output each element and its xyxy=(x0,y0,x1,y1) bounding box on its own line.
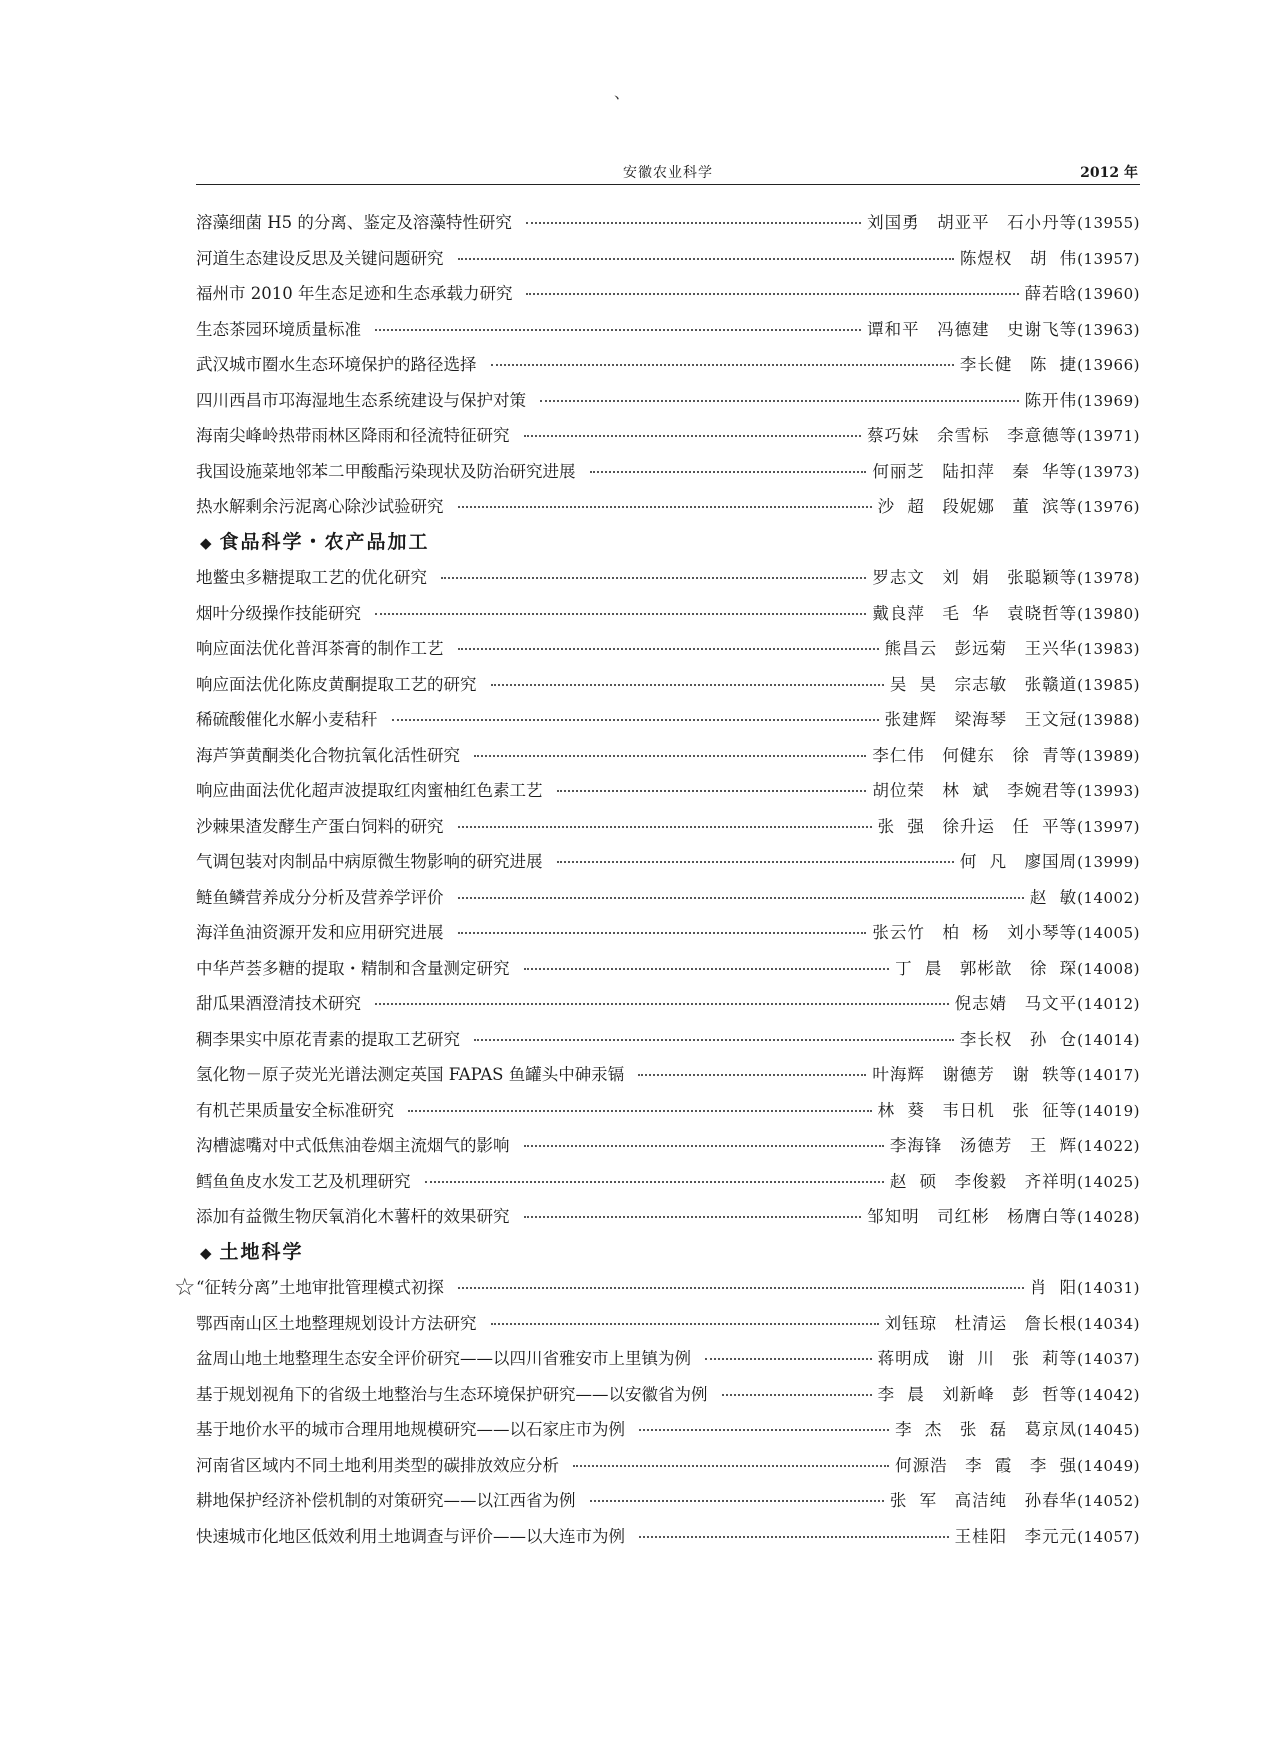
article-title: 沟槽滤嘴对中式低焦油卷烟主流烟气的影响 xyxy=(196,1136,510,1155)
dot-leader xyxy=(491,1322,879,1325)
article-page: (13978) xyxy=(1077,569,1140,587)
section-title xyxy=(196,1235,1140,1271)
dot-leader xyxy=(441,576,866,579)
toc-entry xyxy=(196,809,1140,845)
article-authors: 林 葵 韦日机 张 征等 xyxy=(877,1100,1078,1120)
article-authors: 谭和平 冯德建 史谢飞等 xyxy=(867,319,1078,339)
dot-leader xyxy=(474,754,866,757)
article-title: 氢化物－原子荧光光谱法测定英国 FAPAS 鱼罐头中砷汞镉 xyxy=(196,1065,625,1084)
dot-leader xyxy=(526,221,861,224)
toc-entry xyxy=(196,418,1140,454)
article-page: (13985) xyxy=(1077,675,1140,694)
dot-leader xyxy=(722,1393,872,1396)
article-authors: 倪志婧 马文平 xyxy=(954,994,1078,1013)
article-title: 武汉城市圈水生态环境保护的路径选择 xyxy=(196,355,477,374)
article-authors: 张建辉 梁海琴 王文冠 xyxy=(884,710,1078,729)
article-title: 热水解剩余污泥离心除沙试验研究 xyxy=(196,497,444,516)
dot-leader xyxy=(458,647,879,650)
toc-entry xyxy=(196,347,1140,383)
article-page: (13997) xyxy=(1077,817,1140,836)
article-page: (13966) xyxy=(1077,356,1140,374)
article-title: 响应面法优化普洱茶膏的制作工艺 xyxy=(196,639,444,658)
article-page: (13955) xyxy=(1077,214,1140,232)
dot-leader xyxy=(392,718,879,721)
article-title: 我国设施菜地邻苯二甲酸酯污染现状及防治研究进展 xyxy=(196,461,576,481)
toc-entry xyxy=(196,1306,1140,1342)
article-title: 快速城市化地区低效利用土地调查与评价——以大连市为例 xyxy=(196,1526,625,1546)
article-page: (13980) xyxy=(1077,604,1140,623)
dot-leader xyxy=(491,363,954,366)
dot-leader xyxy=(375,328,861,331)
toc-entry xyxy=(196,986,1140,1022)
dot-leader xyxy=(458,825,872,828)
article-title: 气调包装对肉制品中病原微生物影响的研究进展 xyxy=(196,852,543,871)
diamond-bullet-icon: ◆ xyxy=(200,1243,214,1262)
article-title: 盆周山地土地整理生态安全评价研究——以四川省雅安市上里镇为例 xyxy=(196,1349,691,1368)
toc-entry xyxy=(196,844,1140,880)
article-title: 海芦笋黄酮类化合物抗氧化活性研究 xyxy=(196,745,460,765)
toc-entry xyxy=(196,276,1140,312)
article-page: (14002) xyxy=(1077,888,1140,907)
article-authors: 李海锋 汤德芳 王 辉 xyxy=(889,1136,1078,1155)
article-title: 响应曲面法优化超声波提取红肉蜜柚红色素工艺 xyxy=(196,781,543,800)
article-title: 四川西昌市邛海湿地生态系统建设与保护对策 xyxy=(196,390,526,410)
article-page: (13973) xyxy=(1077,462,1140,481)
toc-entry xyxy=(196,560,1140,596)
article-page: (13971) xyxy=(1077,427,1140,445)
toc-entry xyxy=(196,773,1140,809)
article-authors: 胡位荣 林 斌 李婉君等 xyxy=(872,781,1078,800)
article-authors: 吴 昊 宗志敏 张赣道 xyxy=(889,674,1078,694)
dot-leader xyxy=(557,789,867,792)
journal-year: 2012 年 xyxy=(1080,165,1138,181)
article-authors: 何 凡 廖国周 xyxy=(959,852,1078,871)
dot-leader xyxy=(375,1002,949,1005)
article-authors: 丁 晨 郭彬歆 徐 琛 xyxy=(895,958,1078,978)
article-title: 有机芒果质量安全标准研究 xyxy=(196,1100,394,1120)
article-page: (13960) xyxy=(1077,285,1140,303)
article-page: (14045) xyxy=(1077,1421,1140,1439)
toc-entry xyxy=(196,1483,1140,1519)
section-title-label: 食品科学・农产品加工 xyxy=(219,530,430,553)
article-title: 鄂西南山区土地整理规划设计方法研究 xyxy=(196,1313,477,1333)
article-title: 稠李果实中原花青素的提取工艺研究 xyxy=(196,1029,460,1049)
toc-entry xyxy=(196,738,1140,774)
dot-leader xyxy=(557,860,954,863)
dot-leader xyxy=(639,1428,889,1431)
article-page: (14025) xyxy=(1077,1172,1140,1191)
article-page: (14028) xyxy=(1077,1208,1140,1226)
article-page: (13983) xyxy=(1077,640,1140,658)
toc-entry xyxy=(196,1199,1140,1235)
article-authors: 张 军 高洁纯 孙春华 xyxy=(889,1491,1078,1510)
article-authors: 赵 硕 李俊毅 齐祥明 xyxy=(889,1171,1078,1191)
article-authors: 沙 超 段妮娜 董 滨等 xyxy=(877,497,1078,516)
toc-entry xyxy=(196,205,1140,241)
toc-entry xyxy=(196,312,1140,348)
toc-entry xyxy=(196,1057,1140,1093)
section-title-label: 土地科学 xyxy=(219,1240,304,1263)
article-page: (14034) xyxy=(1077,1314,1140,1333)
article-title: 鲢鱼鳞营养成分分析及营养学评价 xyxy=(196,887,444,907)
article-title: “征转分离”土地审批管理模式初探 xyxy=(196,1278,444,1297)
dot-leader xyxy=(639,1535,949,1538)
article-authors: 李 晨 刘新峰 彭 哲等 xyxy=(877,1384,1078,1404)
toc-entry xyxy=(174,1270,1140,1306)
dot-leader xyxy=(590,470,867,473)
article-title: 响应面法优化陈皮黄酮提取工艺的研究 xyxy=(196,674,477,694)
article-authors: 蒋明成 谢 川 张 莉等 xyxy=(877,1349,1078,1368)
dot-leader xyxy=(540,399,1019,402)
dot-leader xyxy=(524,434,862,437)
toc-entry xyxy=(196,1128,1140,1164)
dot-leader xyxy=(524,1215,862,1218)
article-authors: 蔡巧妹 余雪标 李意德等 xyxy=(867,426,1078,445)
article-title: 鳕鱼鱼皮水发工艺及机理研究 xyxy=(196,1171,411,1191)
article-title: 生态茶园环境质量标准 xyxy=(196,319,361,339)
article-title: 溶藻细菌 H5 的分离、鉴定及溶藻特性研究 xyxy=(196,213,512,232)
article-page: (14017) xyxy=(1077,1066,1140,1084)
article-title: 海南尖峰岭热带雨林区降雨和径流特征研究 xyxy=(196,426,510,445)
article-authors: 刘国勇 胡亚平 石小丹等 xyxy=(867,213,1078,232)
article-page: (14014) xyxy=(1077,1030,1140,1049)
table-of-contents xyxy=(174,205,1140,1554)
article-title: 烟叶分级操作技能研究 xyxy=(196,603,361,623)
article-authors: 李长权 孙 仓 xyxy=(959,1029,1078,1049)
article-authors: 张云竹 柏 杨 刘小琴等 xyxy=(872,923,1078,942)
toc-entry xyxy=(196,241,1140,277)
article-authors: 赵 敏 xyxy=(1029,887,1078,907)
article-title: 海洋鱼油资源开发和应用研究进展 xyxy=(196,923,444,942)
article-title: 中华芦荟多糖的提取・精制和含量测定研究 xyxy=(196,958,510,978)
diamond-bullet-icon: ◆ xyxy=(200,533,214,552)
toc-entry xyxy=(196,880,1140,916)
dot-leader xyxy=(590,1499,884,1502)
article-authors: 陈开伟 xyxy=(1024,390,1078,410)
article-title: 沙棘果渣发酵生产蛋白饲料的研究 xyxy=(196,816,444,836)
dot-leader xyxy=(458,931,867,934)
article-title: 河道生态建设反思及关键问题研究 xyxy=(196,248,444,268)
article-page: (14057) xyxy=(1077,1527,1140,1546)
dot-leader xyxy=(425,1180,884,1183)
toc-entry xyxy=(196,702,1140,738)
toc-entry xyxy=(196,596,1140,632)
article-authors: 王桂阳 李元元 xyxy=(954,1526,1078,1546)
article-page: (13976) xyxy=(1077,498,1140,516)
dot-leader xyxy=(524,967,890,970)
article-page: (13957) xyxy=(1077,249,1140,268)
toc-entry xyxy=(196,631,1140,667)
article-authors: 肖 阳 xyxy=(1029,1278,1078,1297)
article-authors: 罗志文 刘 娟 张聪颖等 xyxy=(872,568,1078,587)
article-page: (13989) xyxy=(1077,746,1140,765)
article-authors: 李长健 陈 捷 xyxy=(959,355,1078,374)
toc-entry xyxy=(196,667,1140,703)
article-authors: 熊昌云 彭远菊 王兴华 xyxy=(884,639,1078,658)
toc-entry xyxy=(196,1093,1140,1129)
article-page: (14022) xyxy=(1077,1137,1140,1155)
article-authors: 李仁伟 何健东 徐 青等 xyxy=(872,745,1078,765)
article-title: 基于规划视角下的省级土地整治与生态环境保护研究——以安徽省为例 xyxy=(196,1384,708,1404)
article-title: 添加有益微生物厌氧消化木薯杆的效果研究 xyxy=(196,1207,510,1226)
article-page: (13999) xyxy=(1077,853,1140,871)
article-page: (14037) xyxy=(1077,1350,1140,1368)
article-authors: 李 杰 张 磊 葛京凤 xyxy=(895,1420,1078,1439)
toc-entry xyxy=(196,1412,1140,1448)
article-page: (14008) xyxy=(1077,959,1140,978)
article-page: (13988) xyxy=(1077,711,1140,729)
dot-leader xyxy=(458,505,872,508)
article-title: 稀硫酸催化水解小麦秸秆 xyxy=(196,710,378,729)
article-page: (14049) xyxy=(1077,1456,1140,1475)
toc-entry xyxy=(196,1519,1140,1555)
dot-leader xyxy=(375,612,866,615)
dot-leader xyxy=(408,1109,872,1112)
article-title: 甜瓜果酒澄清技术研究 xyxy=(196,994,361,1013)
article-page: (14005) xyxy=(1077,924,1140,942)
article-authors: 张 强 徐升运 任 平等 xyxy=(877,816,1078,836)
toc-entry xyxy=(196,1164,1140,1200)
dot-leader xyxy=(458,1286,1024,1289)
article-page: (14012) xyxy=(1077,995,1140,1013)
article-title: 基于地价水平的城市合理用地规模研究——以石家庄市为例 xyxy=(196,1420,625,1439)
article-title: 耕地保护经济补偿机制的对策研究——以江西省为例 xyxy=(196,1491,576,1510)
dot-leader xyxy=(458,257,954,260)
toc-entry xyxy=(196,951,1140,987)
section-title xyxy=(196,525,1140,561)
article-title: 福州市 2010 年生态足迹和生态承载力研究 xyxy=(196,284,513,303)
handwritten-star-icon: ☆ xyxy=(174,1273,196,1301)
dot-leader xyxy=(526,292,1018,295)
article-page: (13969) xyxy=(1077,391,1140,410)
dot-leader xyxy=(573,1464,889,1467)
toc-entry xyxy=(196,383,1140,419)
article-page: (14031) xyxy=(1077,1279,1140,1297)
article-authors: 何源浩 李 霞 李 强 xyxy=(895,1455,1078,1475)
toc-entry xyxy=(196,454,1140,490)
dot-leader xyxy=(638,1073,866,1076)
journal-title: 安徽农业科学 xyxy=(623,165,713,181)
stray-mark: 、 xyxy=(614,83,631,102)
dot-leader xyxy=(491,683,884,686)
article-page: (14052) xyxy=(1077,1492,1140,1510)
article-title: 河南省区域内不同土地利用类型的碳排放效应分析 xyxy=(196,1455,559,1475)
toc-entry xyxy=(196,1377,1140,1413)
dot-leader xyxy=(524,1144,884,1147)
article-authors: 薛若晗 xyxy=(1024,284,1078,303)
dot-leader xyxy=(705,1357,872,1360)
article-authors: 叶海辉 谢德芳 谢 轶等 xyxy=(872,1065,1078,1084)
article-authors: 陈煜权 胡 伟 xyxy=(959,248,1078,268)
article-page: (13993) xyxy=(1077,782,1140,800)
article-title: 地鳖虫多糖提取工艺的优化研究 xyxy=(196,568,427,587)
article-authors: 邹知明 司红彬 杨膺白等 xyxy=(867,1207,1078,1226)
article-authors: 刘钰琼 杜清运 詹长根 xyxy=(884,1313,1078,1333)
article-authors: 戴良萍 毛 华 袁晓哲等 xyxy=(872,603,1078,623)
page-header xyxy=(196,162,1140,185)
article-page: (14019) xyxy=(1077,1101,1140,1120)
toc-entry xyxy=(196,1448,1140,1484)
dot-leader xyxy=(458,896,1024,899)
article-page: (13963) xyxy=(1077,320,1140,339)
toc-entry xyxy=(196,915,1140,951)
toc-entry xyxy=(196,1022,1140,1058)
article-authors: 何丽芝 陆扣萍 秦 华等 xyxy=(872,461,1078,481)
toc-entry xyxy=(196,489,1140,525)
article-page: (14042) xyxy=(1077,1385,1140,1404)
toc-entry xyxy=(196,1341,1140,1377)
dot-leader xyxy=(474,1038,954,1041)
